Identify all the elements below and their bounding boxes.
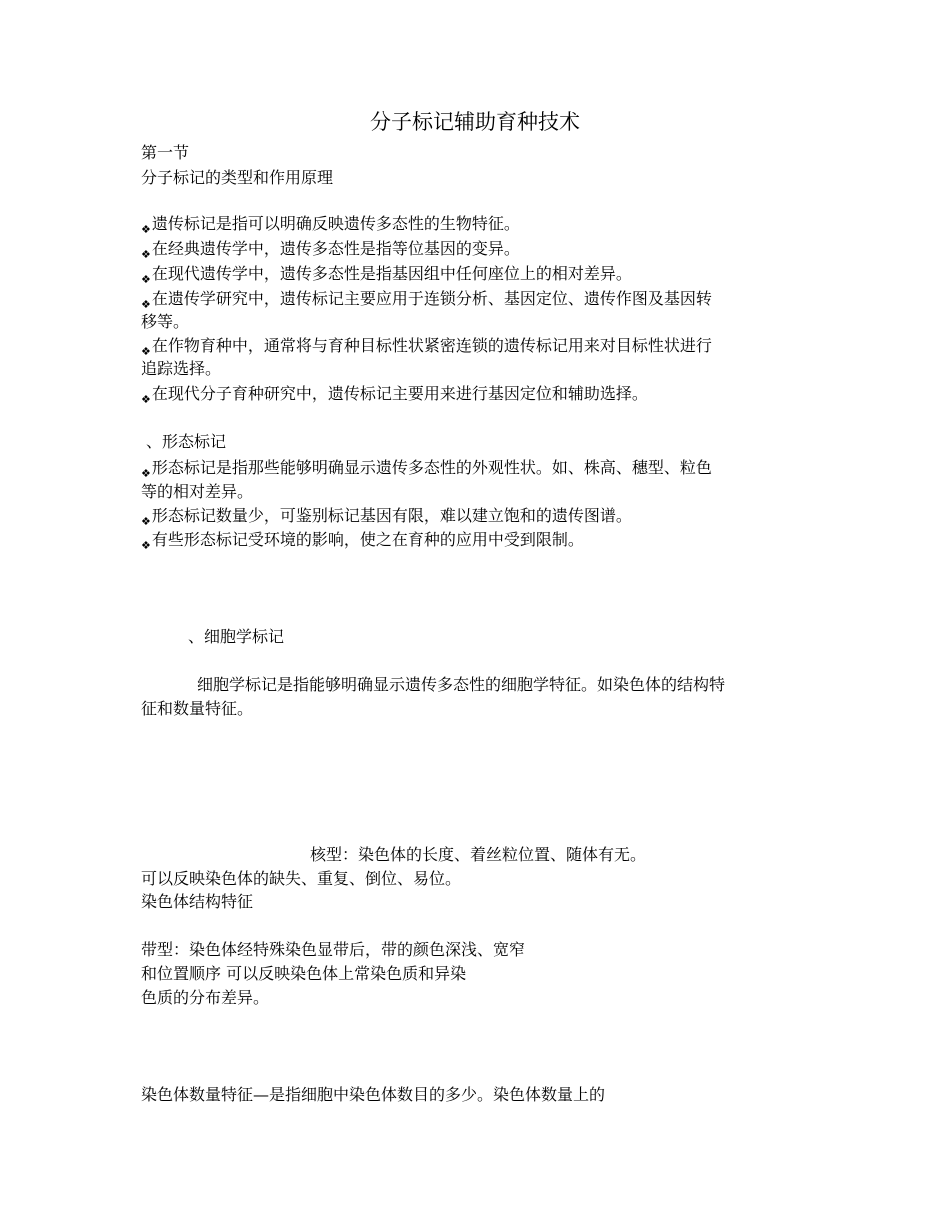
section-heading-cytology: 、细胞学标记 (188, 627, 285, 646)
bullet-text: 在现代遗传学中，遗传多态性是指基因组中任何座位上的相对差异。 (151, 264, 632, 283)
structure-label: 染色体结构特征 (141, 892, 254, 911)
bullet-text: 形态标记数量少，可鉴别标记基因有限，难以建立饱和的遗传图谱。 (151, 506, 632, 525)
banding-line: 色质的分布差异。 (141, 988, 270, 1007)
section-heading-morphology: 、形态标记 (146, 432, 227, 451)
bullet-icon: ❖ (141, 539, 151, 552)
paragraph-line: 征和数量特征。 (141, 699, 254, 718)
bullet-text: 在现代分子育种研究中，遗传标记主要用来进行基因定位和辅助选择。 (151, 384, 648, 403)
bullet-item (141, 238, 520, 266)
bullet-icon: ❖ (141, 515, 151, 528)
bullet-item (141, 529, 584, 557)
bullet-icon: ❖ (141, 467, 151, 480)
number-feature-line: 染色体数量特征—是指细胞中染色体数目的多少。染色体数量上的 (141, 1085, 606, 1104)
section-subtitle: 分子标记的类型和作用原理 (141, 168, 334, 187)
bullet-text: 在遗传学研究中，遗传标记主要应用于连锁分析、基因定位、遗传作图及基因转 (151, 289, 712, 308)
bullet-icon: ❖ (141, 223, 151, 236)
bullet-item (141, 335, 712, 363)
bullet-text: 形态标记是指那些能够明确显示遗传多态性的外观性状。如、株高、穗型、粒色 (151, 458, 712, 477)
bullet-text-continuation: 追踪选择。 (141, 359, 222, 378)
bullet-icon: ❖ (141, 248, 151, 261)
bullet-text: 有些形态标记受环境的影响，使之在育种的应用中受到限制。 (151, 530, 584, 549)
document-title: 分子标记辅助育种技术 (370, 110, 580, 134)
karyotype-line: 可以反映染色体的缺失、重复、倒位、易位。 (141, 869, 462, 888)
bullet-text: 在作物育种中，通常将与育种目标性状紧密连锁的遗传标记用来对目标性状进行 (151, 336, 712, 355)
bullet-icon: ❖ (141, 298, 151, 311)
bullet-icon: ❖ (141, 345, 151, 358)
bullet-item (141, 213, 520, 241)
paragraph-line: 细胞学标记是指能够明确显示遗传多态性的细胞学特征。如染色体的结构特 (197, 675, 726, 694)
karyotype-line: 核型：染色体的长度、着丝粒位置、随体有无。 (310, 845, 647, 864)
bullet-text: 遗传标记是指可以明确反映遗传多态性的生物特征。 (151, 214, 520, 233)
bullet-icon: ❖ (141, 393, 151, 406)
bullet-text: 在经典遗传学中，遗传多态性是指等位基因的变异。 (151, 239, 520, 258)
bullet-text-continuation: 等的相对差异。 (141, 482, 254, 501)
bullet-item (141, 288, 712, 316)
bullet-icon: ❖ (141, 273, 151, 286)
banding-line: 和位置顺序 可以反映染色体上常染色质和异染 (141, 964, 467, 983)
bullet-text-continuation: 移等。 (141, 312, 190, 331)
bullet-item (141, 383, 648, 411)
bullet-item (141, 263, 632, 291)
banding-line: 带型：染色体经特殊染色显带后，带的颜色深浅、宽窄 (141, 940, 526, 959)
section-label: 第一节 (141, 143, 190, 162)
